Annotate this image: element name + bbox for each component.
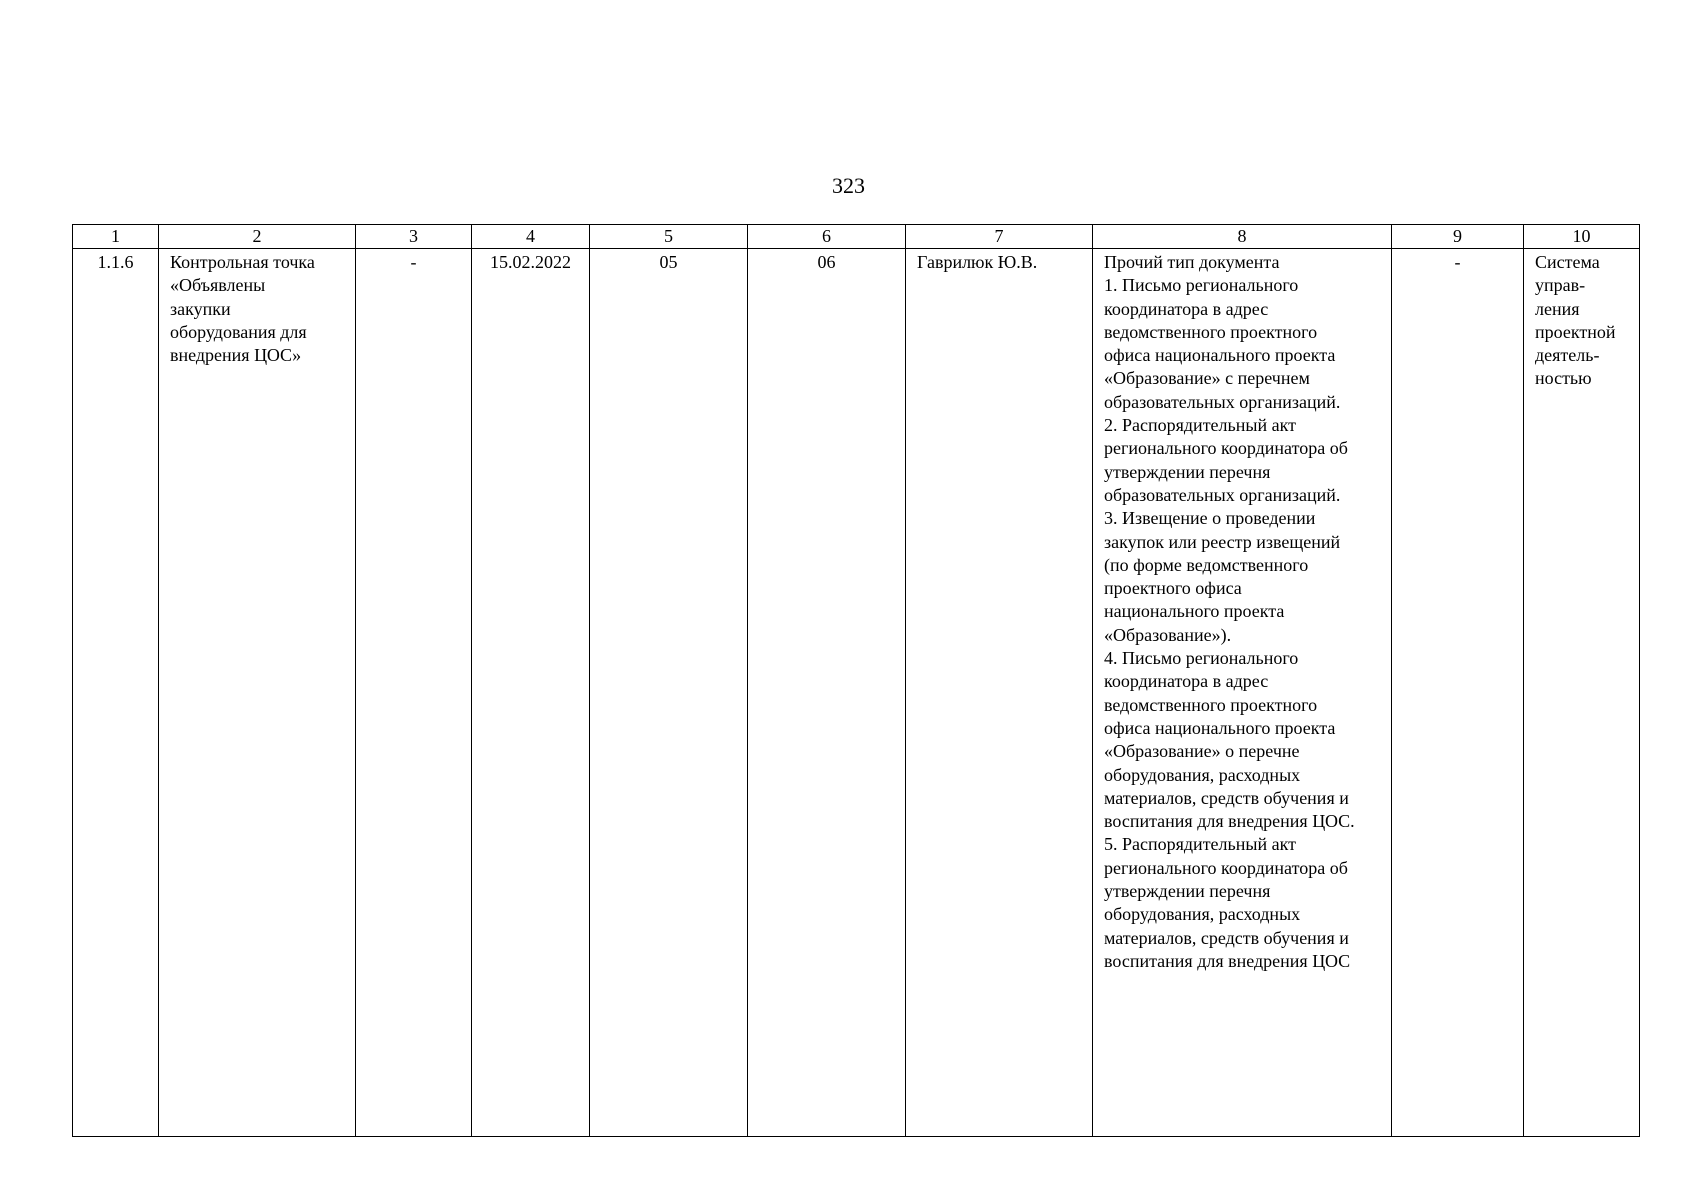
system-line: деятель- (1535, 345, 1600, 366)
page-number: 323 (832, 173, 865, 198)
col6-cell: 06 (748, 249, 906, 1137)
document-line: закупок или реестр извещений (1104, 531, 1341, 552)
event-name-line: оборудования для (170, 321, 307, 342)
document-line: офиса национального проекта (1104, 345, 1336, 366)
header-cell: 7 (906, 225, 1093, 249)
document-line: офиса национального проекта (1104, 717, 1336, 738)
document-line: координатора в адрес (1104, 671, 1269, 692)
system-line: проектной (1535, 321, 1616, 342)
document-line: 3. Извещение о проведении (1104, 508, 1316, 529)
header-cell: 6 (748, 225, 906, 249)
row-number-cell: 1.1.6 (73, 249, 159, 1137)
system-line: Система (1535, 252, 1600, 272)
table-header-row (73, 225, 1640, 249)
header-cell: 2 (159, 225, 356, 249)
document-line: «Образование»). (1104, 624, 1232, 645)
event-name-line: закупки (170, 298, 231, 319)
document-line: 5. Распорядительный акт (1104, 834, 1296, 855)
document-line: Прочий тип документа (1104, 252, 1280, 272)
document-line: 2. Распорядительный акт (1104, 415, 1296, 436)
event-name-line: «Объявлены (170, 275, 266, 296)
event-name-line: Контрольная точка (170, 252, 315, 272)
document-line: ведомственного проектного (1104, 694, 1318, 715)
system-line: ностью (1535, 368, 1592, 389)
document-line: образовательных организаций. (1104, 484, 1341, 505)
document-line: проектного офиса (1104, 578, 1242, 599)
table-row (73, 249, 1640, 1137)
system-cell (1524, 249, 1640, 1137)
header-cell: 10 (1524, 225, 1640, 249)
document-line: координатора в адрес (1104, 298, 1269, 319)
document-line: утверждении перечня (1104, 881, 1271, 902)
document-line: «Образование» о перечне (1104, 741, 1300, 762)
header-cell: 1 (73, 225, 159, 249)
system-line: ления (1535, 298, 1580, 319)
header-cell: 8 (1093, 225, 1392, 249)
document-line: «Образование» с перечнем (1104, 368, 1310, 389)
document-line: регионального координатора об (1104, 438, 1348, 459)
document-line: оборудования, расходных (1104, 764, 1301, 785)
document-line: оборудования, расходных (1104, 904, 1301, 925)
col5-cell: 05 (590, 249, 748, 1137)
header-cell: 9 (1392, 225, 1524, 249)
document-line: регионального координатора об (1104, 857, 1348, 878)
document-line: 4. Письмо регионального (1104, 648, 1299, 669)
event-name-line: внедрения ЦОС» (170, 345, 302, 366)
document-cell (1093, 249, 1392, 1137)
document-line: материалов, средств обучения и (1104, 927, 1349, 948)
document-line: национального проекта (1104, 601, 1285, 622)
date-cell: 15.02.2022 (472, 249, 590, 1137)
document-line: 1. Письмо регионального (1104, 275, 1299, 296)
header-cell: 3 (356, 225, 472, 249)
col9-cell: - (1392, 249, 1524, 1137)
col3-cell: - (356, 249, 472, 1137)
responsible-cell: Гаврилюк Ю.В. (906, 249, 1093, 1137)
system-line: управ- (1535, 275, 1586, 296)
document-line: материалов, средств обучения и (1104, 787, 1349, 808)
document-line: воспитания для внедрения ЦОС. (1104, 811, 1355, 832)
document-line: воспитания для внедрения ЦОС (1104, 950, 1351, 971)
document-line: ведомственного проектного (1104, 321, 1318, 342)
plan-table (72, 224, 1640, 1137)
header-cell: 4 (472, 225, 590, 249)
header-cell: 5 (590, 225, 748, 249)
document-line: (по форме ведомственного (1104, 554, 1309, 575)
document-line: утверждении перечня (1104, 461, 1271, 482)
document-line: образовательных организаций. (1104, 391, 1341, 412)
event-name-cell (159, 249, 356, 1137)
